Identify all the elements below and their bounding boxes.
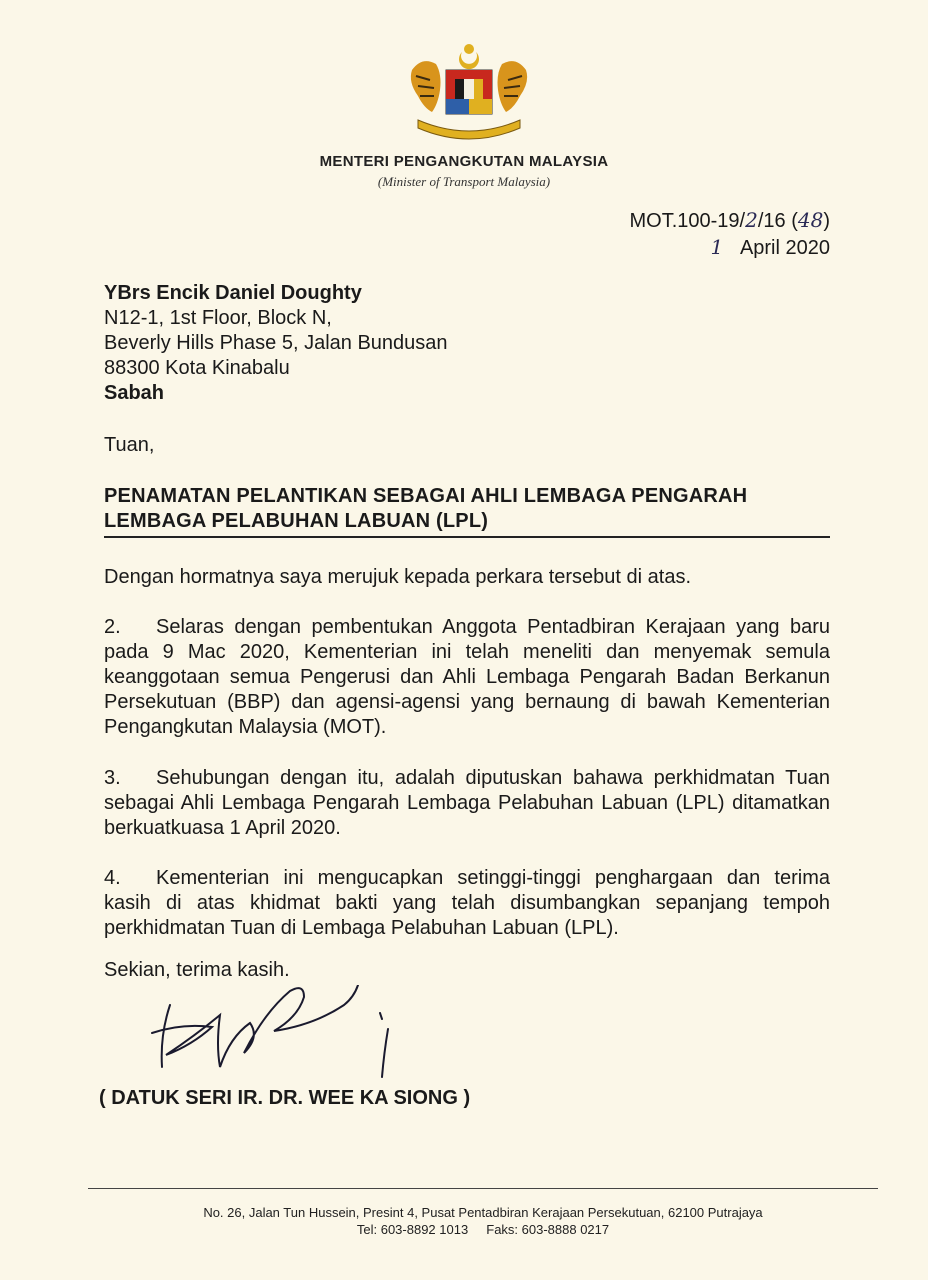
reference-suffix: ) (823, 210, 830, 232)
address-line-2: Beverly Hills Phase 5, Jalan Bundusan (104, 332, 448, 354)
paragraph-text: Sehubungan dengan itu, adalah diputuskan bahawa perkhidmatan Tuan sebagai Ahli Lembaga Pengarah Lembaga Pelabuhan Labuan (LPL) ditamatkan berkuatkuasa 1 April 2020. (104, 767, 830, 839)
recipient-name: YBrs Encik Daniel Doughty (104, 282, 362, 304)
handwritten-date-day: 1 (710, 235, 724, 259)
date-month-year: April 2020 (739, 237, 830, 259)
salutation: Tuan, (104, 434, 155, 456)
handwritten-signature (138, 985, 408, 1080)
subject-underline (104, 536, 830, 538)
footer-divider (88, 1188, 878, 1189)
coat-of-arms-logo (404, 40, 534, 140)
handwritten-ref-number: 48 (797, 208, 824, 232)
handwritten-ref-digit: 2 (745, 208, 758, 232)
paragraph-text: Selaras dengan pembentukan Anggota Pentadbiran Kerajaan yang baru pada 9 Mac 2020, Kementerian ini telah meneliti dan menyemak semula keanggotaan semua Pengerusi dan Ahli Lembaga Pengarah Badan Berkanun Persekutuan (BBP) dan agensi-agensi yang bernaung di bawah Kementerian Pengangkutan Malaysia (MOT). (104, 616, 830, 738)
ministry-subtitle-english: (Minister of Transport Malaysia) (377, 174, 551, 189)
paragraph-number: 4. (104, 867, 121, 889)
paragraph-text: Kementerian ini mengucapkan setinggi-tinggi penghargaan dan terima kasih di atas khidmat bakti yang telah disumbangkan sepanjang tempoh perkhidmatan Tuan di Lembaga Pelabuhan Labuan (LPL). (104, 867, 830, 939)
closing-remark: Sekian, terima kasih. (104, 959, 290, 981)
footer-address: No. 26, Jalan Tun Hussein, Presint 4, Pusat Pentadbiran Kerajaan Persekutuan, 62100 Putrajaya (203, 1205, 763, 1220)
reference-prefix: MOT.100-19/ (629, 210, 746, 232)
reference-block (630, 207, 831, 261)
paragraph-number: 3. (104, 767, 121, 789)
letter-date (630, 234, 831, 261)
address-state: Sabah (104, 382, 165, 404)
paragraph-1: Dengan hormatnya saya merujuk kepada perkara tersebut di atas. (104, 566, 692, 588)
ministry-title: MENTERI PENGANGKUTAN MALAYSIA (319, 153, 609, 170)
paragraph-4 (104, 866, 830, 941)
signer-name: ( DATUK SERI IR. DR. WEE KA SIONG ) (99, 1087, 471, 1109)
paragraph-number: 2. (104, 616, 121, 638)
address-line-3: 88300 Kota Kinabalu (104, 357, 290, 379)
letter-subject: PENAMATAN PELANTIKAN SEBAGAI AHLI LEMBAGA PENGARAH LEMBAGA PELABUHAN LABUAN (LPL) (104, 485, 748, 532)
reference-mid: /16 ( (757, 210, 798, 232)
reference-number (630, 207, 831, 234)
recipient-address (104, 281, 448, 406)
paragraph-2 (104, 615, 830, 740)
paragraph-3 (104, 766, 830, 841)
address-line-1: N12-1, 1st Floor, Block N, (104, 307, 332, 329)
footer-contact: Tel: 603-8892 1013 Faks: 603-8888 0217 (356, 1222, 610, 1237)
